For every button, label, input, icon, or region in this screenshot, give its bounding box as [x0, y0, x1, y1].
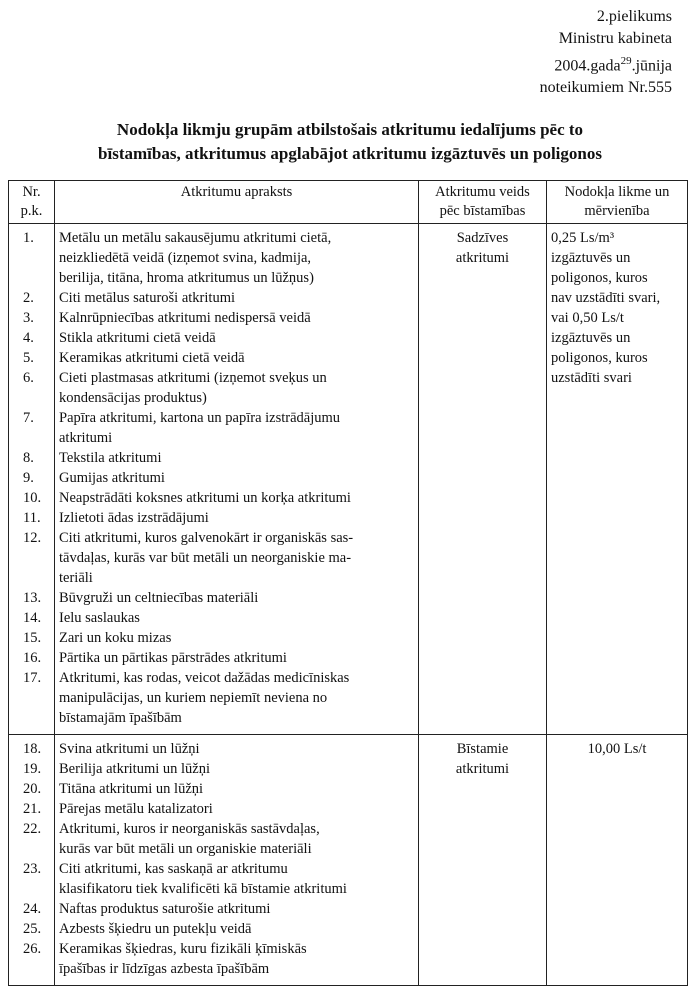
header-number-line-2: p.k. [20, 203, 43, 219]
annex-issuer: Ministru kabineta [558, 30, 672, 47]
item-number: 10. [23, 490, 42, 506]
tax-rate-cell [547, 735, 688, 986]
hazard-type-line: Bīstamie [456, 741, 509, 757]
item-number: 2. [23, 290, 34, 306]
item-number: 16. [23, 650, 42, 666]
item-number: 13. [23, 590, 42, 606]
item-description-line: Pārejas metālu katalizatori [59, 801, 213, 817]
item-description-line: Keramikas šķiedras, kuru fizikāli ķīmiskās [59, 941, 307, 957]
header-description [55, 181, 419, 224]
header-hazard-type [419, 181, 547, 224]
table-row [9, 224, 688, 735]
table-row [9, 735, 688, 986]
item-number-cell [9, 224, 55, 735]
item-description-line: Atkritumi, kas rodas, veicot dažādas medicīniskas [59, 670, 350, 686]
item-number-cell [9, 735, 55, 986]
item-number: 5. [23, 350, 34, 366]
item-description-line: neizkliedētā veidā (izņemot svina, kadmija, [59, 250, 312, 266]
item-number [13, 568, 50, 588]
item-description-line: kurās var būt metāli un organiskie materiāli [59, 841, 312, 857]
annex-date-year: 2004.gada [554, 57, 621, 75]
item-description-line: Citi metālus saturoši atkritumi [59, 290, 235, 306]
tax-rate-line: 10,00 Ls/t [587, 741, 647, 757]
item-description-line: Kalnrūpniecības atkritumi nedispersā veidā [59, 310, 311, 326]
item-number [13, 248, 50, 268]
item-number [13, 268, 50, 288]
document-title-line-2: bīstamības, atkritumus apglabājot atkritumu izgāztuvēs un poligonos [98, 144, 602, 163]
item-number [13, 839, 50, 859]
item-number: 17. [23, 670, 42, 686]
header-description-text: Atkritumu apraksts [180, 184, 293, 200]
tax-rate-line: uzstādīti svari [551, 370, 632, 386]
hazard-type-line: atkritumi [455, 250, 510, 266]
tax-rate-line: 0,25 Ls/m³ [551, 230, 615, 246]
tax-rate-line: nav uzstādīti svari, [551, 290, 661, 306]
document-title-line-1: Nodokļa likmju grupām atbilstošais atkritumu iedalījums pēc to [116, 120, 584, 139]
item-description-line: Stikla atkritumi cietā veidā [59, 330, 216, 346]
item-description-line: kondensācijas produktus) [59, 390, 207, 406]
item-description-cell [55, 224, 419, 735]
item-number: 7. [23, 410, 34, 426]
item-description-line: klasifikatoru tiek kvalificēti kā bīstamie atkritumi [59, 881, 347, 897]
item-description-line: Papīra atkritumi, kartona un papīra izstrādājumu [59, 410, 341, 426]
item-number: 23. [23, 861, 42, 877]
header-tax-rate [547, 181, 688, 224]
item-description-line: Svina atkritumi un lūžņi [59, 741, 200, 757]
tax-rate-cell [547, 224, 688, 735]
item-description-line: Cieti plastmasas atkritumi (izņemot sveķus un [59, 370, 327, 386]
item-description-line: tāvdaļas, kurās var būt metāli un neorganiskie ma- [59, 550, 352, 566]
item-number: 19. [23, 761, 42, 777]
header-hazard-type-line-2: pēc bīstamības [439, 203, 526, 219]
item-number: 4. [23, 330, 34, 346]
item-number [13, 959, 50, 979]
header-tax-rate-line-1: Nodokļa likme un [564, 184, 670, 200]
item-description-line: Neapstrādāti koksnes atkritumi un korķa atkritumi [59, 490, 351, 506]
tax-rate-line: poligonos, kuros [551, 350, 648, 366]
item-number: 22. [23, 821, 42, 837]
hazard-type-cell [419, 224, 547, 735]
hazard-type-line: Sadzīves [456, 230, 509, 246]
document-title [0, 118, 700, 166]
waste-tax-table [8, 180, 688, 986]
item-number: 18. [23, 741, 42, 757]
item-number: 11. [23, 510, 41, 526]
item-number: 21. [23, 801, 42, 817]
item-description-line: Berilija atkritumi un lūžņi [59, 761, 211, 777]
item-number: 1. [23, 230, 34, 246]
hazard-type-cell [419, 735, 547, 986]
item-number: 26. [23, 941, 42, 957]
item-description-line: manipulācijas, un kuriem nepiemīt neviena no [59, 690, 328, 706]
item-description-line: atkritumi [59, 430, 113, 446]
item-description-cell [55, 735, 419, 986]
item-description-line: Zari un koku mizas [59, 630, 172, 646]
item-number: 20. [23, 781, 42, 797]
item-number: 8. [23, 450, 34, 466]
item-number [13, 688, 50, 708]
annex-date [540, 50, 672, 77]
item-number [13, 548, 50, 568]
item-description-line: Keramikas atkritumi cietā veidā [59, 350, 245, 366]
item-number [13, 879, 50, 899]
tax-rate-line: izgāztuvēs un [551, 250, 631, 266]
annex-regulation-number: noteikumiem Nr.555 [539, 79, 672, 97]
item-description-line: Izlietoti ādas izstrādājumi [59, 510, 209, 526]
item-description-line: bīstamajām īpašībām [59, 710, 182, 726]
item-number: 3. [23, 310, 34, 326]
item-description-line: īpašības ir līdzīgas azbesta īpašībām [59, 961, 270, 977]
item-description-line: Citi atkritumi, kas saskaņā ar atkritumu [59, 861, 288, 877]
item-description-line: Būvgruži un celtniecības materiāli [59, 590, 259, 606]
item-description-line: Metālu un metālu sakausējumu atkritumi cietā, [59, 230, 332, 246]
item-number: 9. [23, 470, 34, 486]
hazard-type-line: atkritumi [455, 761, 510, 777]
item-number: 25. [23, 921, 42, 937]
item-description-line: Titāna atkritumi un lūžņi [59, 781, 204, 797]
item-description-line: Naftas produktus saturošie atkritumi [59, 901, 271, 917]
item-description-line: Atkritumi, kuros ir neorganiskās sastāvdaļas, [59, 821, 320, 837]
annex-reference [540, 6, 672, 99]
item-description-line: berilija, titāna, hroma atkritumus un lūžņus) [59, 270, 314, 286]
tax-rate-line: izgāztuvēs un [551, 330, 631, 346]
item-description-line: teriāli [59, 570, 93, 586]
header-number-line-1: Nr. [22, 184, 41, 200]
table-body [9, 224, 688, 986]
header-tax-rate-line-2: mērvienība [584, 203, 650, 219]
item-description-line: Tekstila atkritumi [59, 450, 162, 466]
annex-date-month: .jūnija [631, 57, 672, 75]
annex-number: 2.pielikums [596, 8, 672, 25]
item-number: 24. [23, 901, 42, 917]
item-number: 14. [23, 610, 42, 626]
item-number: 6. [23, 370, 34, 386]
item-number [13, 708, 50, 728]
item-description-line: Gumijas atkritumi [59, 470, 165, 486]
annex-date-day: 29 [620, 55, 632, 67]
tax-rate-line: vai 0,50 Ls/t [551, 310, 624, 326]
item-number [13, 388, 50, 408]
table-header-row [9, 181, 688, 224]
tax-rate-line: poligonos, kuros [551, 270, 648, 286]
header-number [9, 181, 55, 224]
item-number: 15. [23, 630, 42, 646]
item-description-line: Ielu saslaukas [59, 610, 140, 626]
item-number [13, 428, 50, 448]
item-description-line: Pārtika un pārtikas pārstrādes atkritumi [59, 650, 287, 666]
item-description-line: Azbests šķiedru un putekļu veidā [59, 921, 252, 937]
item-description-line: Citi atkritumi, kuros galvenokārt ir organiskās sas- [59, 530, 354, 546]
header-hazard-type-line-1: Atkritumu veids [435, 184, 530, 200]
item-number: 12. [23, 530, 42, 546]
